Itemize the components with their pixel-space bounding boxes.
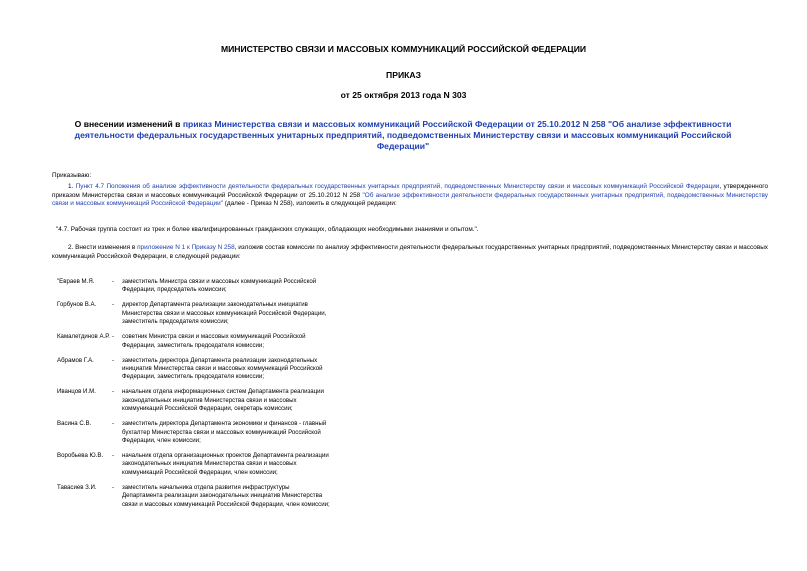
commission-members-list	[57, 278, 357, 516]
member-dash: -	[112, 452, 115, 460]
quote-4-7: "4.7. Рабочая группа состоит из трех и более квалифицированных гражданских служащих, обладающих необходимыми знаниями и опытом.".	[56, 226, 479, 233]
member-row	[57, 388, 357, 413]
member-dash: -	[112, 301, 115, 309]
member-role: заместитель директора Департамента реализации законодательных инициатив Министерства связи и массовых коммуникаций Российской Федерации, заместитель председателя комиссии;	[122, 356, 323, 381]
member-role: начальник отдела организационных проектов Департамента реализации законодательных инициатив Министерства связи и массовых коммуникаций Российской Федерации, член комиссии;	[122, 452, 329, 476]
member-row	[57, 278, 357, 295]
member-name: Васина С.В.	[57, 420, 92, 428]
doc-type-title: ПРИКАЗ	[386, 70, 421, 80]
paragraph-2	[52, 244, 768, 261]
intro-text: Приказываю:	[52, 172, 92, 179]
member-name: Воробьева Ю.В.	[57, 452, 104, 460]
member-row	[57, 420, 357, 445]
member-name: Абрамов Г.А.	[57, 356, 94, 364]
member-role: заместитель директора Департамента экономики и финансов - главный бухгалтер Министерства связи и массовых коммуникаций Российской Федерации, член комиссии;	[122, 420, 327, 445]
member-role: заместитель Министра связи и массовых коммуникаций Российской Федерации, председатель комиссии;	[122, 278, 317, 294]
member-role: директор Департамента реализации законодательных инициатив Министерства связи и массовых коммуникаций Российской Федерации, заместитель председателя комиссии;	[122, 301, 327, 326]
member-name: Тавасиев З.И.	[57, 483, 97, 491]
member-dash: -	[112, 278, 115, 285]
member-name: "Евраев М.Я.	[57, 278, 95, 285]
member-role: заместитель начальника отдела развития инфраструктуры Департамента реализации законодательных инициатив Министерства связи и массовых коммуникаций Российской Федерации, член комиссии;	[122, 483, 330, 508]
p1-suffix: (далее - Приказ N 258), изложить в следующей редакции:	[222, 200, 397, 208]
member-name: Камалетдинов А.Р.	[57, 333, 110, 341]
member-role: советник Министра связи и массовых коммуникаций Российской Федерации, заместитель председателя комиссии;	[122, 333, 306, 349]
member-role: начальник отдела информационных систем Департамента реализации законодательных инициатив Министерства связи и массовых коммуникаций Российской Федерации, секретарь комиссии;	[122, 388, 324, 413]
subject-order-link[interactable]: приказ Министерства связи и массовых коммуникаций Российской Федерации от 25.10.2012 N 258 "Об анализе эффективности деятельности федеральных государственных унитарных предприятий, подведомственных Министерству связи и массовых коммуникаций Российской Федерации"	[74, 119, 732, 151]
p2-prefix: 2. Внести изменения в	[68, 244, 138, 251]
member-row	[57, 452, 357, 477]
member-dash: -	[112, 483, 115, 491]
member-dash: -	[112, 388, 115, 396]
p2-suffix: , изложив состав комиссии по анализу эффективности деятельности федеральных государственных унитарных предприятий, подведомственных Министерству связи и массовых коммуникаций Российской Федерации, в следующей редакции:	[52, 244, 769, 260]
doc-date-number: от 25 октября 2013 года N 303	[340, 90, 467, 100]
p1-middle: , утвержденного приказом Министерства связи и массовых коммуникаций Российской Федерации от 25.10.2012 N 258	[52, 183, 768, 199]
member-row	[57, 357, 357, 382]
ministry-title: МИНИСТЕРСТВО СВЯЗИ И МАССОВЫХ КОММУНИКАЦИЙ РОССИЙСКОЙ ФЕДЕРАЦИИ	[220, 44, 587, 54]
member-dash: -	[112, 333, 115, 341]
paragraph-1	[52, 183, 768, 209]
p1-prefix: 1.	[68, 183, 76, 190]
member-name: Горбунов В.А.	[57, 301, 97, 309]
member-dash: -	[112, 356, 115, 364]
p1-order-link[interactable]: "Об анализе эффективности деятельности федеральных государственных унитарных предприятий, подведомственных Министерству связи и массовых коммуникаций Российской Федерации"	[52, 191, 768, 208]
member-row	[57, 484, 357, 509]
p1-point-link[interactable]: Пункт 4.7 Положения об анализе эффективности деятельности федеральных государственных унитарных предприятий, подведомственных Министерству связи и массовых коммуникаций Российской Федерации	[75, 183, 720, 190]
p2-appendix-link[interactable]: приложение N 1 к Приказу N 258	[137, 244, 235, 251]
subject-prefix: О внесении изменений в	[74, 119, 183, 129]
doc-subject	[52, 119, 754, 152]
member-row	[57, 333, 357, 350]
member-dash: -	[112, 420, 115, 428]
member-row	[57, 301, 357, 326]
member-name: Иванцов И.М.	[57, 388, 96, 396]
